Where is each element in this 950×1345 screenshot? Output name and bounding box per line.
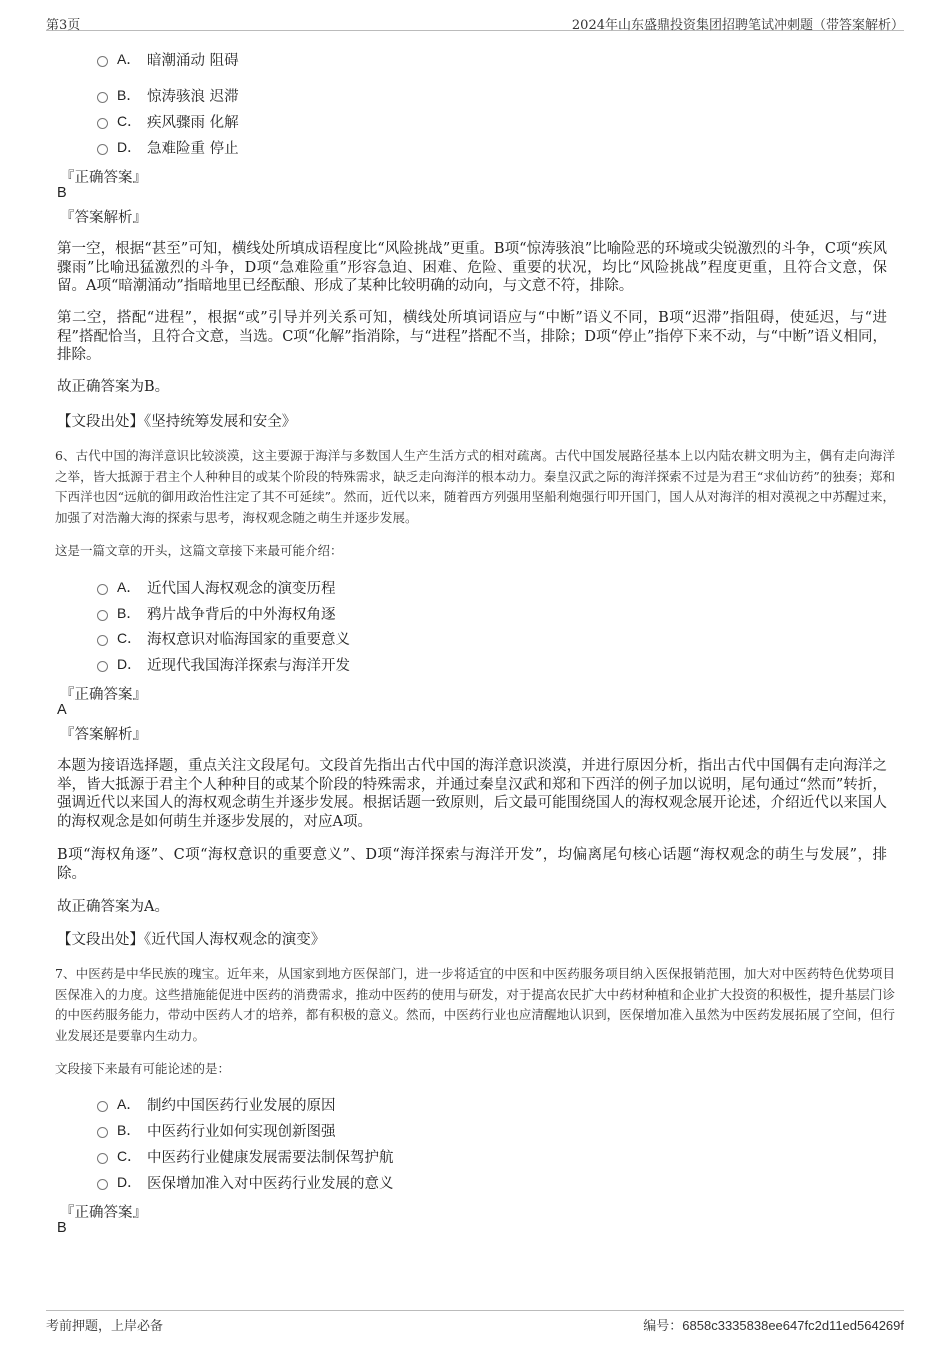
q5-option-c[interactable]: C． 疾风骤雨 化解 bbox=[97, 111, 239, 131]
q7-option-b[interactable]: B． 中医药行业如何实现创新图强 bbox=[97, 1120, 336, 1140]
radio-icon[interactable] bbox=[97, 661, 108, 672]
analysis-paragraph: 第一空，根据“甚至”可知，横线处所填成语程度比“风险挑战”更重。B项“惊涛骇浪”比喻险恶的环境或尖锐激烈的斗争，C项“疾风骤雨”比喻迅猛激烈的斗争，D项“急难险重”形容急迫、困难、危险、重要的状况，均比“风险挑战”程度更重，且符合文意，保留。A项“暗潮涌动”指暗地里已经酝酿、形成了某种比较明确的动向，与文意不符，排除。 bbox=[57, 241, 887, 294]
q6-option-a[interactable]: A． 近代国人海权观念的演变历程 bbox=[97, 577, 336, 597]
footer-slogan: 考前押题，上岸必备 bbox=[46, 1319, 164, 1334]
q6-option-d[interactable]: D． 近现代我国海洋探索与海洋开发 bbox=[97, 654, 350, 674]
radio-icon[interactable] bbox=[97, 56, 108, 67]
q6-option-b[interactable]: B． 鸦片战争背后的中外海权角逐 bbox=[97, 603, 336, 623]
question-text: 6、古代中国的海洋意识比较淡漠，这主要源于海洋与多数国人生产生活方式的相对疏离。古代中国发展路径基本上以内陆农耕文明为主，偶有走向海洋之举，皆大抵源于君主个人种种目的或某个阶段的特殊需求，缺乏走向海洋的根本动力。秦皇汉武之际的海洋探索不过是为君王“求仙访药”的独奏；郑和下西洋也因“远航的御用政治性注定了其不可延续”。然而，近代以来，随着西方列强用坚船利炮强行叩开国门，国人从对海洋的相对漠视之中苏醒过来，加强了对浩瀚大海的探索与思考，海权观念随之萌生并逐步发展。 bbox=[55, 448, 895, 525]
radio-icon[interactable] bbox=[97, 92, 108, 103]
option-text: 近代国人海权观念的演变历程 bbox=[147, 580, 336, 597]
page-footer bbox=[46, 1310, 904, 1335]
code-value: 6858c3335838ee647fc2d11ed564269f bbox=[682, 1318, 904, 1333]
analysis-heading: 『答案解析』 bbox=[60, 727, 147, 743]
q5-option-b[interactable]: B． 惊涛骇浪 迟滞 bbox=[97, 85, 239, 105]
answer-heading: 『正确答案』 bbox=[60, 687, 147, 703]
q7-option-a[interactable]: A． 制约中国医药行业发展的原因 bbox=[97, 1094, 336, 1114]
analysis-paragraph: 本题为接语选择题，重点关注文段尾句。文段首先指出古代中国的海洋意识淡漠，并进行原因分析，指出古代中国偶有走向海洋之举，皆大抵源于君主个人种种目的或某个阶段的特殊需求，并通过秦皇汉武和郑和下西洋的例子加以说明，尾句通过“然而”转折，强调近代以来国人的海权观念萌生并逐步发展。根据话题一致原则，后文最可能围绕国人的海权观念展开论述，介绍近代以来国人的海权观念是如何萌生并逐步发展的，对应A项。 bbox=[57, 758, 887, 830]
option-text: 暗潮涌动 阻碍 bbox=[147, 52, 239, 69]
q7-option-c[interactable]: C． 中医药行业健康发展需要法制保驾护航 bbox=[97, 1146, 394, 1166]
option-text: 鸦片战争背后的中外海权角逐 bbox=[147, 606, 336, 623]
analysis-conclusion: 故正确答案为B。 bbox=[57, 379, 170, 395]
option-text: 近现代我国海洋探索与海洋开发 bbox=[147, 657, 350, 674]
radio-icon[interactable] bbox=[97, 1101, 108, 1112]
option-text: 疾风骤雨 化解 bbox=[147, 114, 239, 131]
q7-option-d[interactable]: D． 医保增加准入对中医药行业发展的意义 bbox=[97, 1172, 394, 1192]
q5-option-d[interactable]: D． 急难险重 停止 bbox=[97, 137, 239, 157]
option-text: 惊涛骇浪 迟滞 bbox=[147, 88, 239, 105]
answer-heading: 『正确答案』 bbox=[60, 1205, 147, 1221]
radio-icon[interactable] bbox=[97, 144, 108, 155]
option-text: 海权意识对临海国家的重要意义 bbox=[147, 631, 350, 648]
q6-option-c[interactable]: C． 海权意识对临海国家的重要意义 bbox=[97, 628, 350, 648]
document-title: 2024年山东盛鼎投资集团招聘笔试冲刺题（带答案解析） bbox=[571, 18, 904, 33]
option-text: 制约中国医药行业发展的原因 bbox=[147, 1097, 336, 1114]
option-text: 急难险重 停止 bbox=[147, 140, 239, 157]
radio-icon[interactable] bbox=[97, 635, 108, 646]
correct-answer: A bbox=[57, 702, 67, 718]
analysis-conclusion: 故正确答案为A。 bbox=[57, 899, 169, 915]
radio-icon[interactable] bbox=[97, 1179, 108, 1190]
page-number: 第3页 bbox=[46, 18, 81, 33]
question-prompt: 这是一篇文章的开头，这篇文章接下来最可能介绍： bbox=[55, 543, 343, 558]
radio-icon[interactable] bbox=[97, 584, 108, 595]
analysis-paragraph: 第二空，搭配“进程”，根据“或”引导并列关系可知，横线处所填词语应与“中断”语义不同，B项“迟滞”指阻碍，使延迟，与“进程”搭配恰当，且符合文意，当选。C项“化解”指消除，与“进程”搭配不当，排除；D项“停止”指停下来不动，与“中断”语义相同，排除。 bbox=[57, 310, 887, 363]
radio-icon[interactable] bbox=[97, 610, 108, 621]
option-text: 中医药行业健康发展需要法制保驾护航 bbox=[147, 1149, 394, 1166]
answer-heading: 『正确答案』 bbox=[60, 170, 147, 186]
question-prompt: 文段接下来最有可能论述的是： bbox=[55, 1061, 231, 1076]
option-text: 医保增加准入对中医药行业发展的意义 bbox=[147, 1175, 394, 1192]
q5-option-a[interactable]: A． 暗潮涌动 阻碍 bbox=[97, 49, 239, 69]
page-header bbox=[46, 10, 904, 31]
document-code bbox=[643, 1315, 904, 1334]
analysis-heading: 『答案解析』 bbox=[60, 210, 147, 226]
source-citation: 【文段出处】《坚持统筹发展和安全》 bbox=[57, 414, 297, 430]
radio-icon[interactable] bbox=[97, 118, 108, 129]
radio-icon[interactable] bbox=[97, 1153, 108, 1164]
code-label: 编号： bbox=[643, 1318, 683, 1333]
correct-answer: B bbox=[57, 1220, 67, 1236]
radio-icon[interactable] bbox=[97, 1127, 108, 1138]
correct-answer: B bbox=[57, 185, 67, 201]
option-text: 中医药行业如何实现创新图强 bbox=[147, 1123, 336, 1140]
analysis-paragraph: B项“海权角逐”、C项“海权意识的重要意义”、D项“海洋探索与海洋开发”，均偏离尾句核心话题“海权观念的萌生与发展”，排除。 bbox=[57, 847, 887, 882]
source-citation: 【文段出处】《近代国人海权观念的演变》 bbox=[57, 932, 326, 948]
question-text: 7、中医药是中华民族的瑰宝。近年来，从国家到地方医保部门，进一步将适宜的中医和中医药服务项目纳入医保报销范围，加大对中医药特色优势项目医保准入的力度。这些措施能促进中医药的消费需求，推动中医药的使用与研发，对于提高农民扩大中药材种植和企业扩大投资的积极性，提升基层门诊的中医药服务能力，带动中医药人才的培养，都有积极的意义。然而，中医药行业也应清醒地认识到，医保增加准入虽然为中医药发展拓展了空间，但行业发展还是要靠内生动力。 bbox=[55, 966, 895, 1043]
